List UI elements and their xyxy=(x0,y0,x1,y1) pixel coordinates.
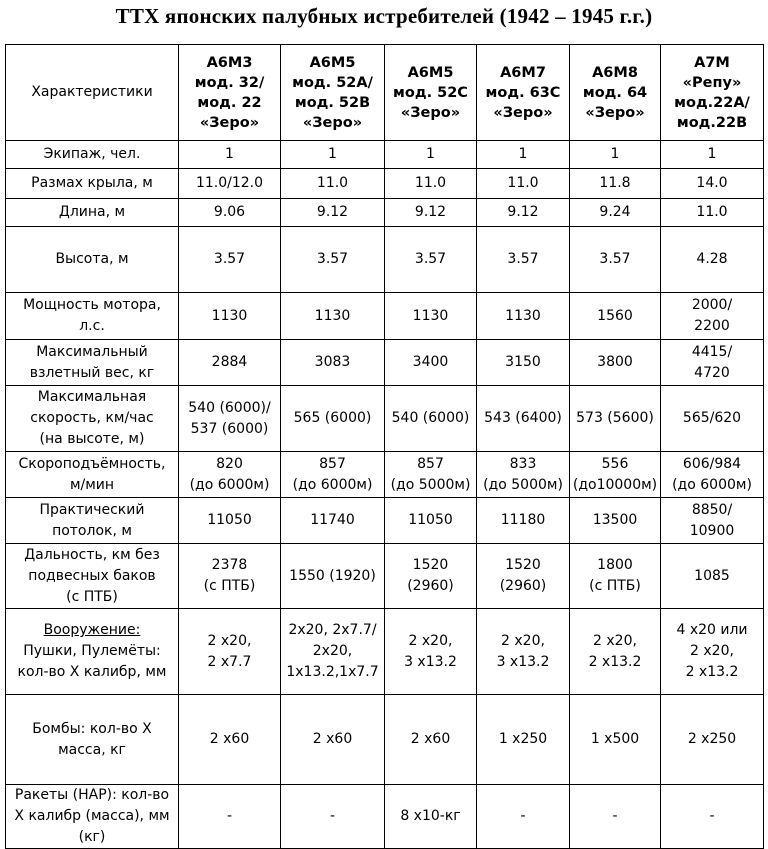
table-cell: 556 (до10000м) xyxy=(570,452,661,498)
table-cell: 8 x10-кг xyxy=(385,785,477,849)
table-cell: 1 xyxy=(385,141,477,169)
table-cell: 1130 xyxy=(477,293,570,340)
table-row xyxy=(6,785,764,849)
table-row xyxy=(6,695,764,785)
row-label: Размах крыла, м xyxy=(6,169,179,199)
page-title: ТТХ японских палубных истребителей (1942 – 1945 г.г.) xyxy=(115,4,653,28)
table-cell: 11050 xyxy=(385,498,477,544)
table-cell: 11.0 xyxy=(477,169,570,199)
table-row xyxy=(6,452,764,498)
table-cell: 11.0 xyxy=(661,199,764,227)
table-row xyxy=(6,386,764,452)
table-cell: 1520 (2960) xyxy=(477,544,570,609)
table-cell: 1560 xyxy=(570,293,661,340)
characteristics-header: Характеристики xyxy=(6,45,179,141)
table-row xyxy=(6,141,764,169)
table-cell: 11.8 xyxy=(570,169,661,199)
table-cell: - xyxy=(477,785,570,849)
row-label: Максимальная скорость, км/час (на высоте, м) xyxy=(6,386,179,452)
table-cell: 11.0 xyxy=(385,169,477,199)
header-row xyxy=(6,45,764,141)
specs-table xyxy=(5,44,764,849)
table-cell: 2 x250 xyxy=(661,695,764,785)
table-cell: 3150 xyxy=(477,340,570,386)
table-cell: - xyxy=(661,785,764,849)
table-cell: 14.0 xyxy=(661,169,764,199)
model-header-a6m8: A6M8 мод. 64 «Зеро» xyxy=(570,45,661,141)
table-cell: 1130 xyxy=(281,293,385,340)
table-cell: 2 x20, 3 x13.2 xyxy=(477,609,570,695)
table-cell: 2 x20, 3 x13.2 xyxy=(385,609,477,695)
table-cell: 3.57 xyxy=(179,227,281,293)
model-header-a6m7: A6M7 мод. 63C «Зеро» xyxy=(477,45,570,141)
table-cell: 2x20, 2x7.7/ 2x20, 1x13.2,1x7.7 xyxy=(281,609,385,695)
table-cell: 1 xyxy=(281,141,385,169)
table-cell: 3.57 xyxy=(281,227,385,293)
table-cell: 565/620 xyxy=(661,386,764,452)
table-cell: 1800 (с ПТБ) xyxy=(570,544,661,609)
table-cell: 1 xyxy=(477,141,570,169)
table-row xyxy=(6,169,764,199)
table-cell: 11050 xyxy=(179,498,281,544)
row-label: Ракеты (НАР): кол-во X калибр (масса), мм (кг) xyxy=(6,785,179,849)
table-cell: 565 (6000) xyxy=(281,386,385,452)
table-cell: 11740 xyxy=(281,498,385,544)
table-cell: 3800 xyxy=(570,340,661,386)
table-cell: 2000/ 2200 xyxy=(661,293,764,340)
table-cell: - xyxy=(281,785,385,849)
table-cell: 9.06 xyxy=(179,199,281,227)
row-label: Максимальный взлетный вес, кг xyxy=(6,340,179,386)
table-cell: 3083 xyxy=(281,340,385,386)
table-cell: 3.57 xyxy=(570,227,661,293)
row-label: Скороподъёмность, м/мин xyxy=(6,452,179,498)
table-cell: 4415/ 4720 xyxy=(661,340,764,386)
table-cell: 9.12 xyxy=(385,199,477,227)
table-cell: 2 x20, 2 x13.2 xyxy=(570,609,661,695)
row-label: Пушки, Пулемёты: кол-во X калибр, мм xyxy=(17,643,167,680)
table-cell: 2884 xyxy=(179,340,281,386)
table-cell: - xyxy=(570,785,661,849)
table-cell: 2 x60 xyxy=(179,695,281,785)
table-cell: 11180 xyxy=(477,498,570,544)
row-label: Длина, м xyxy=(6,199,179,227)
table-cell: 3.57 xyxy=(385,227,477,293)
table-row xyxy=(6,199,764,227)
table-cell: 1 xyxy=(661,141,764,169)
model-header-a6m3: A6M3 мод. 32/ мод. 22 «Зеро» xyxy=(179,45,281,141)
table-cell: 857 (до 6000м) xyxy=(281,452,385,498)
table-cell: 1550 (1920) xyxy=(281,544,385,609)
row-label: Высота, м xyxy=(6,227,179,293)
table-cell: 1130 xyxy=(385,293,477,340)
table-cell: 1 xyxy=(570,141,661,169)
table-row xyxy=(6,293,764,340)
row-label-armament xyxy=(6,609,179,695)
table-cell: 1 x500 xyxy=(570,695,661,785)
table-cell: 9.12 xyxy=(281,199,385,227)
table-cell: 2 x60 xyxy=(281,695,385,785)
table-cell: 3.57 xyxy=(477,227,570,293)
table-cell: - xyxy=(179,785,281,849)
row-label: Бомбы: кол-во X масса, кг xyxy=(6,695,179,785)
armament-heading: Вооружение: xyxy=(43,622,141,638)
model-header-a7m: A7M «Репу» мод.22A/ мод.22B xyxy=(661,45,764,141)
table-cell: 2 x20, 2 x7.7 xyxy=(179,609,281,695)
table-cell: 4 x20 или 2 x20, 2 x13.2 xyxy=(661,609,764,695)
model-header-a6m5-52ab: A6M5 мод. 52A/ мод. 52B «Зеро» xyxy=(281,45,385,141)
table-cell: 11.0 xyxy=(281,169,385,199)
table-cell: 8850/ 10900 xyxy=(661,498,764,544)
table-row xyxy=(6,498,764,544)
table-cell: 2378 (с ПТБ) xyxy=(179,544,281,609)
table-cell: 820 (до 6000м) xyxy=(179,452,281,498)
table-cell: 540 (6000)/ 537 (6000) xyxy=(179,386,281,452)
table-cell: 543 (6400) xyxy=(477,386,570,452)
table-cell: 4.28 xyxy=(661,227,764,293)
row-label: Практический потолок, м xyxy=(6,498,179,544)
row-label: Дальность, км без подвесных баков (с ПТБ) xyxy=(6,544,179,609)
table-cell: 9.24 xyxy=(570,199,661,227)
table-cell: 9.12 xyxy=(477,199,570,227)
table-row xyxy=(6,227,764,293)
table-row xyxy=(6,544,764,609)
table-cell: 1130 xyxy=(179,293,281,340)
table-cell: 540 (6000) xyxy=(385,386,477,452)
table-cell: 1 xyxy=(179,141,281,169)
table-row xyxy=(6,609,764,695)
table-cell: 606/984 (до 6000м) xyxy=(661,452,764,498)
table-cell: 1520 (2960) xyxy=(385,544,477,609)
table-cell: 2 x60 xyxy=(385,695,477,785)
table-cell: 1085 xyxy=(661,544,764,609)
table-cell: 3400 xyxy=(385,340,477,386)
table-row xyxy=(6,340,764,386)
row-label: Мощность мотора, л.с. xyxy=(6,293,179,340)
model-header-a6m5-52c: A6M5 мод. 52C «Зеро» xyxy=(385,45,477,141)
table-cell: 857 (до 5000м) xyxy=(385,452,477,498)
table-cell: 573 (5600) xyxy=(570,386,661,452)
table-cell: 13500 xyxy=(570,498,661,544)
table-cell: 833 (до 5000м) xyxy=(477,452,570,498)
table-cell: 11.0/12.0 xyxy=(179,169,281,199)
table-cell: 1 x250 xyxy=(477,695,570,785)
row-label: Экипаж, чел. xyxy=(6,141,179,169)
